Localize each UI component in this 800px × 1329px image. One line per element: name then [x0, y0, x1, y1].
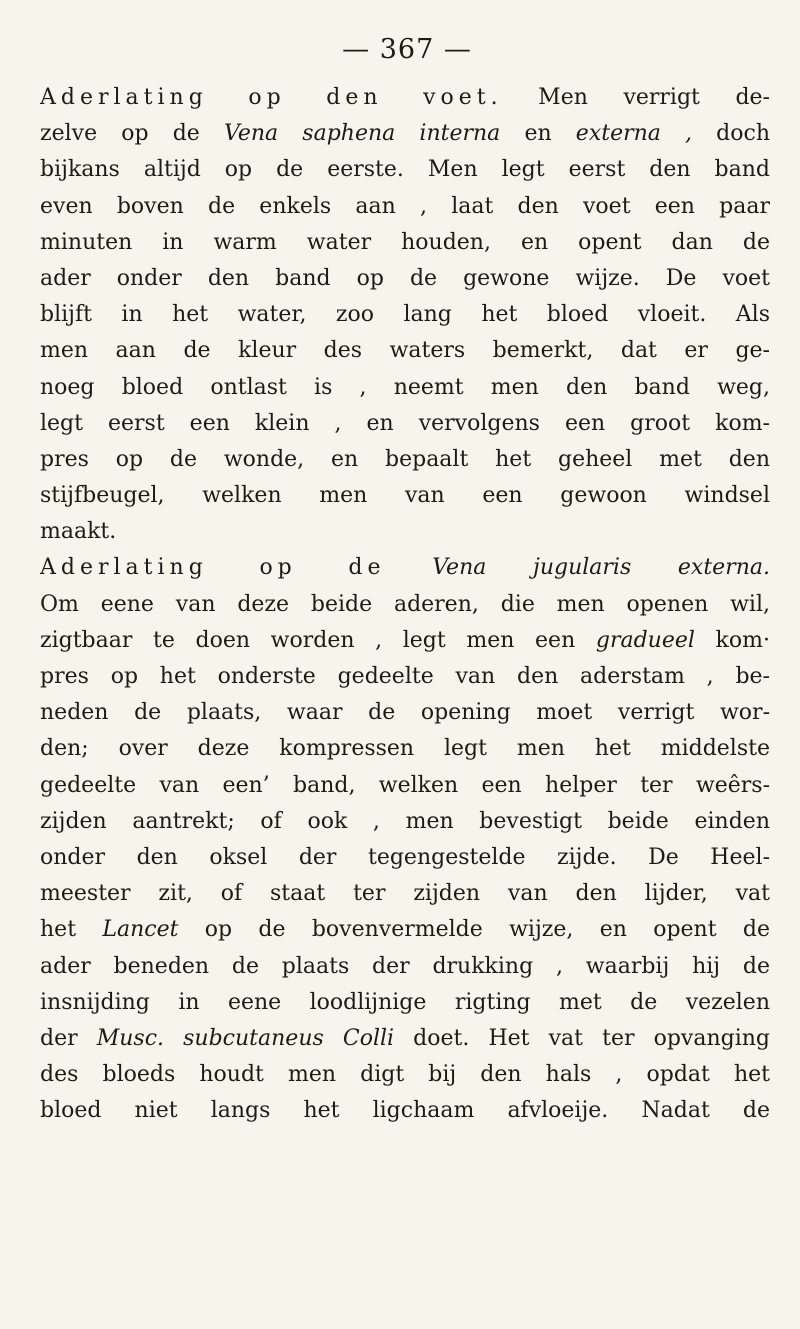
text-line — [40, 406, 770, 442]
text-line — [40, 478, 770, 514]
text-line — [40, 804, 770, 840]
text-line — [40, 514, 770, 550]
text-line — [40, 1093, 770, 1129]
text-line — [40, 80, 770, 116]
text-span: legt eerst een klein , en vervolgens een groot kom- — [40, 410, 770, 436]
text-line — [40, 550, 770, 586]
text-span: insnijding in eene loodlijnige rigting met de vezelen — [40, 989, 770, 1015]
text-line — [40, 876, 770, 912]
text-span: Men verrigt de- — [502, 85, 770, 110]
text-line — [40, 1021, 770, 1057]
italic-term: Vena jugularis externa. — [432, 555, 770, 581]
text-span — [386, 555, 433, 580]
text-span: het — [40, 917, 103, 943]
text-span: pres op de wonde, en bepaalt het geheel met den — [40, 446, 770, 472]
text-line — [40, 442, 770, 478]
text-span: onder den oksel der tegengestelde zijde. De Heel- — [40, 844, 770, 870]
text-span: op de bovenvermelde wijze, en opent de — [178, 917, 770, 943]
page-number: — 367 — — [342, 34, 472, 65]
text-line — [40, 840, 770, 876]
text-line — [40, 695, 770, 731]
italic-term: Musc. subcutaneus Colli — [96, 1025, 395, 1051]
book-page — [40, 30, 770, 1129]
text-span: den; over deze kompressen legt men het middelste — [40, 736, 770, 762]
text-line — [40, 912, 770, 948]
text-span: zigtbaar te doen worden , legt men een — [40, 627, 596, 653]
text-span: zelve op de — [40, 121, 224, 147]
text-line — [40, 949, 770, 985]
text-line — [40, 189, 770, 225]
text-span: kom· — [694, 627, 770, 653]
text-span: en — [500, 121, 576, 147]
italic-term: Vena saphena interna — [223, 121, 501, 147]
body-text — [40, 80, 770, 1129]
text-span: maakt. — [40, 519, 117, 545]
text-line — [40, 261, 770, 297]
italic-term: gradueel — [595, 627, 695, 653]
text-span: bloed niet langs het ligchaam afvloeije. Nadat de — [40, 1098, 770, 1124]
text-line — [40, 333, 770, 369]
text-span: minuten in warm water houden, en opent dan de — [40, 229, 770, 255]
text-span: noeg bloed ontlast is , neemt men den band weg, — [40, 374, 770, 400]
text-span: even boven de enkels aan , laat den voet een paar — [40, 193, 770, 219]
text-span: doet. Het vat ter opvanging — [394, 1025, 770, 1051]
text-span: Om eene van deze beide aderen, die men openen wil, — [40, 591, 770, 617]
text-span: des bloeds houdt men digt bij den hals , opdat het — [40, 1062, 770, 1088]
text-span: der — [40, 1025, 97, 1051]
text-span: stijfbeugel, welken men van een gewoon windsel — [40, 483, 770, 509]
text-span: blijft in het water, zoo lang het bloed vloeit. Als — [40, 302, 770, 328]
text-line — [40, 1057, 770, 1093]
text-span: men aan de kleur des waters bemerkt, dat er ge- — [40, 338, 770, 364]
section-heading: Aderlating op den voet. — [40, 85, 503, 110]
text-line — [40, 985, 770, 1021]
text-line — [40, 225, 770, 261]
text-line — [40, 768, 770, 804]
text-span: doch — [692, 121, 770, 147]
text-line — [40, 659, 770, 695]
text-line — [40, 116, 770, 152]
text-line — [40, 297, 770, 333]
text-span: neden de plaats, waar de opening moet verrigt wor- — [40, 700, 770, 726]
text-span: bijkans altijd op de eerste. Men legt eerst den band — [40, 157, 770, 183]
text-line — [40, 731, 770, 767]
text-span: meester zit, of staat ter zijden van den lijder, vat — [40, 881, 770, 907]
text-span: ader onder den band op de gewone wijze. De voet — [40, 265, 770, 291]
text-span: gedeelte van een’ band, welken een helper ter weêrs- — [40, 772, 770, 798]
text-line — [40, 370, 770, 406]
italic-term: Lancet — [102, 917, 179, 943]
italic-term: externa , — [575, 121, 693, 147]
text-span: ader beneden de plaats der drukking , waarbij hij de — [40, 953, 770, 979]
text-line — [40, 623, 770, 659]
text-span: zijden aantrekt; of ook , men bevestigt beide einden — [40, 808, 770, 834]
text-span: pres op het onderste gedeelte van den aderstam , be- — [40, 664, 770, 689]
section-heading: Aderlating op de — [40, 555, 386, 581]
text-line — [40, 587, 770, 623]
text-line — [40, 152, 770, 188]
